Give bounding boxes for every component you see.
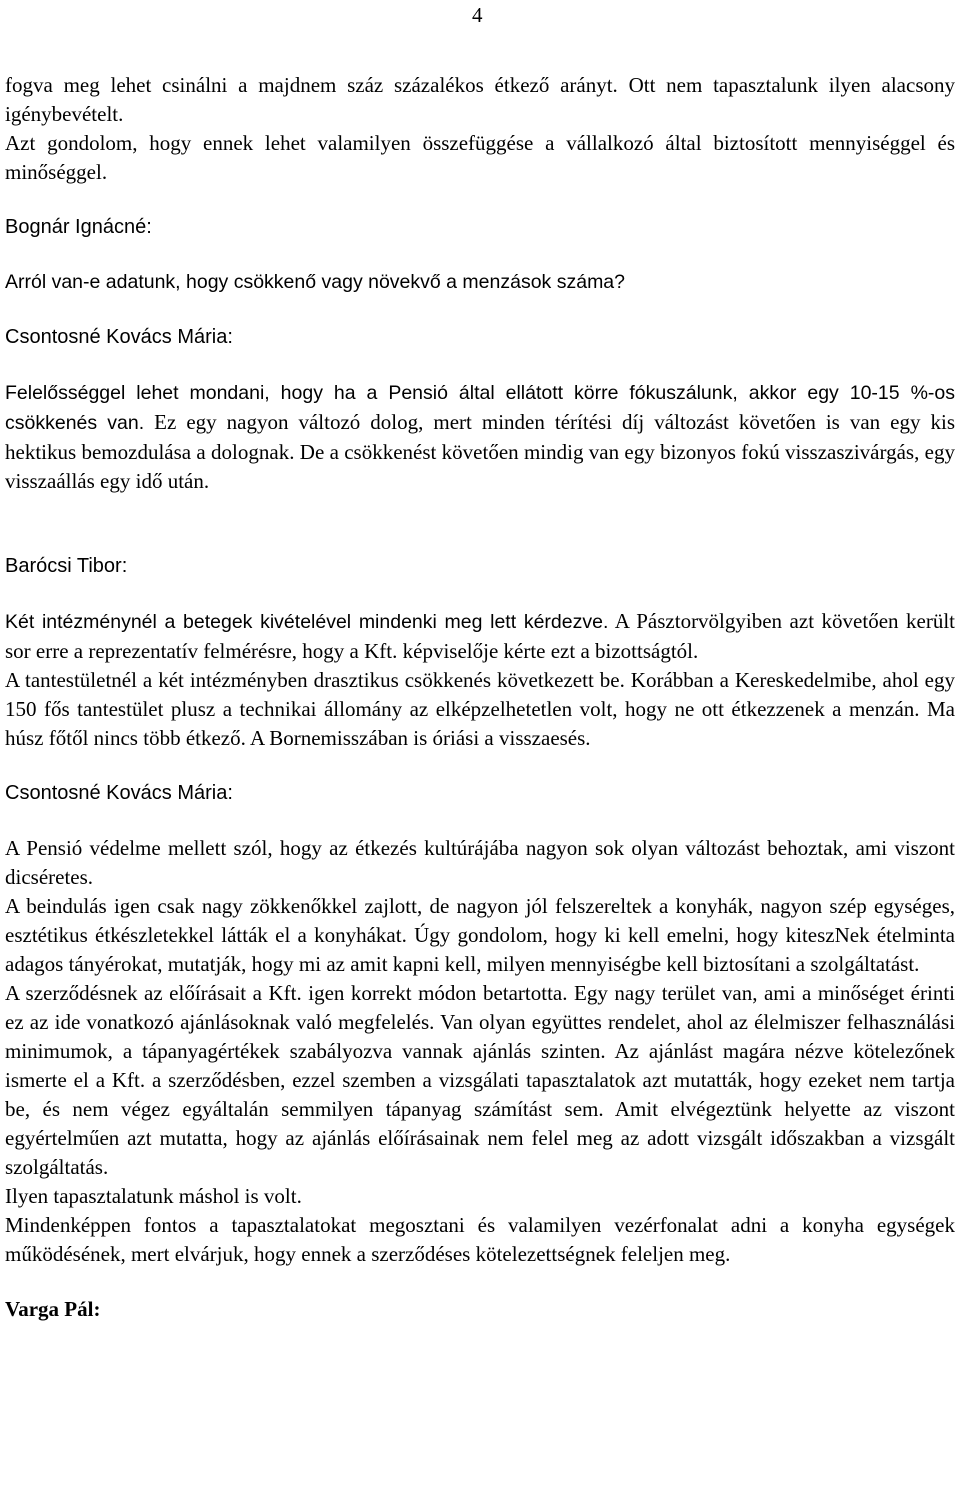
page-number: 4: [472, 3, 483, 27]
answer-paragraph: [5, 607, 955, 666]
speaker-name: Barócsi Tibor:: [5, 555, 128, 577]
speaker-name: Bognár Ignácné:: [5, 216, 152, 238]
answer-serif-part: A Pásztorvölgyiben azt követően került sor erre a reprezentatív felmérésre, hogy a Kft. képviselője kérte ezt a bizottságtól.: [5, 609, 955, 663]
document-body: [5, 71, 955, 1324]
paragraph: A Pensió védelme mellett szól, hogy az étkezés kultúrájába nagyon sok olyan változást behoztak, ami viszont dicséretes.: [5, 836, 955, 889]
paragraph: Mindenképpen fontos a tapasztalatokat megosztani és valamilyen vezérfonalat adni a konyha egységek működésének, mert elvárjuk, hogy ennek a szerződéses kötelezettségnek feleljen meg.: [5, 1213, 955, 1266]
paragraph: Ilyen tapasztalatunk máshol is volt.: [5, 1184, 302, 1208]
speaker-name: Csontosné Kovács Mária:: [5, 782, 233, 804]
paragraph: fogva meg lehet csinálni a majdnem száz százalékos étkező arányt. Ott nem tapasztalunk ilyen alacsony igénybevételt.: [5, 73, 955, 126]
paragraph: A beindulás igen csak nagy zökkenőkkel zajlott, de nagyon jól felszereltek a konyhák, nagyon szép egységes, esztétikus étkészletekkel látták el a konyhákat. Úgy gondolom, hogy ki kell emelni, hogy kiteszNek ételminta adagos tányérokat, mutatják, hogy mi az amit kapni kell, milyen mennyiségbe kell biztosítani a szolgáltatást.: [5, 894, 955, 976]
speaker-name: Varga Pál:: [5, 1297, 101, 1321]
paragraph: A tantestületnél a két intézményben drasztikus csökkenés következett be. Korábban a Kereskedelmibe, ahol egy 150 fős tantestület plusz a technikai állomány az elképzelhetetlen volt, hogy ne ott étkezzenek a menzán. Ma húsz főtől nincs több étkező. A Bornemisszában is óriási a visszaesés.: [5, 668, 955, 750]
paragraph: A szerződésnek az előírásait a Kft. igen korrekt módon betartotta. Egy nagy terület van, ami a minőséget érinti ez az ide vonatkozó ajánlásoknak való megfelelés. Van olyan együttes rendelet, ahol az élelmiszer felhasználási minimumok, a tápanyagértékek szabályozva vannak ajánlás szinten. Az ajánlást magára nézve kötelezőnek ismerte el a Kft. a szerződésben, ezzel szemben a vizsgálati tapasztalatok azt mutatták, hogy ezeket nem tartja be, és nem végez egyáltalán semmilyen tápanyag számítást sem. Amit elvégeztünk helyette az viszont egyértelműen azt mutatta, hogy az ajánlás előírásainak nem felel meg az adott vizsgált időszakban a vizsgált szolgáltatás.: [5, 981, 955, 1179]
paragraph: Azt gondolom, hogy ennek lehet valamilyen összefüggése a vállalkozó által biztosított mennyiséggel és minőséggel.: [5, 131, 955, 184]
speaker-name: Csontosné Kovács Mária:: [5, 326, 233, 348]
answer-sans-part: Két intézménynél a betegek kivételével mindenki meg lett kérdezve.: [5, 611, 609, 633]
question-paragraph: Arról van-e adatunk, hogy csökkenő vagy növekvő a menzások száma?: [5, 271, 626, 293]
answer-serif-part: Ez egy nagyon változó dolog, mert minden térítési díj változást követően is van egy kis hektikus bemozdulása a dolognak. De a csökkenést követően mindig van egy bizonyos fokú visszaszivárgás, egy visszaállás egy idő után.: [5, 410, 956, 493]
answer-paragraph: [5, 378, 955, 496]
answer-sans-part: Felelősséggel lehet mondani, hogy ha a Pensió által ellátott körre fókuszálunk, akkor egy 10-15 %-os csökkenés van.: [5, 382, 955, 434]
